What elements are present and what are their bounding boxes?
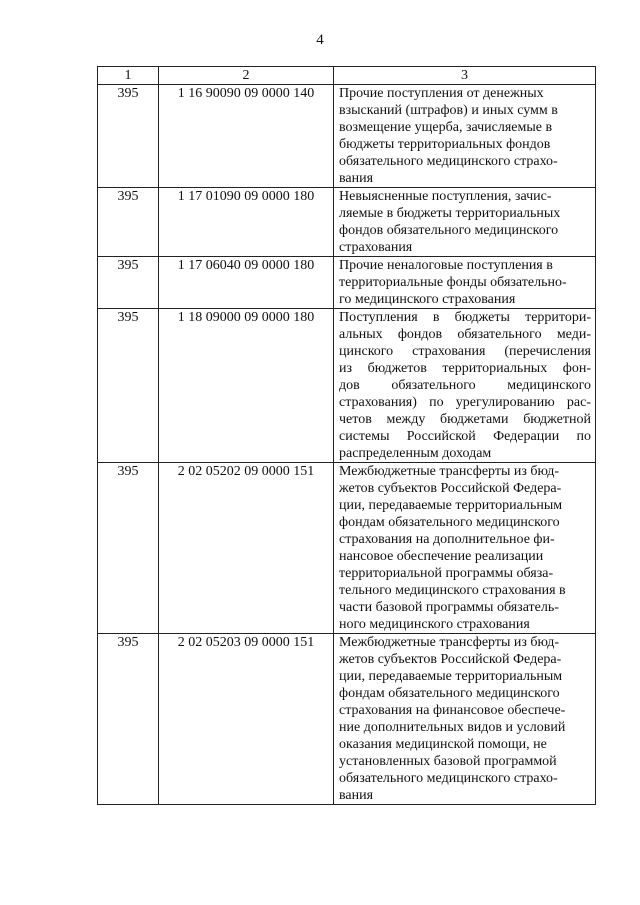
description-line: оказания медицинской помощи, не	[339, 737, 547, 752]
description-line: вания	[339, 171, 374, 186]
description-line: Невыясненные поступления, зачис-	[339, 189, 552, 204]
budget-code-cell: 2 02 05203 09 0000 151	[159, 634, 334, 805]
description-line: распределенным доходам	[339, 446, 492, 461]
admin-code-cell: 395	[98, 85, 159, 188]
budget-classification-table	[97, 66, 596, 805]
admin-code-cell: 395	[98, 309, 159, 463]
description-line: территориальные фонды обязательно-	[339, 275, 567, 290]
table-row	[98, 309, 596, 463]
budget-code-cell: 1 18 09000 09 0000 180	[159, 309, 334, 463]
description-line: цинского страхования (перечисления	[339, 344, 591, 359]
column-header-1: 1	[98, 67, 159, 85]
admin-code-cell: 395	[98, 634, 159, 805]
budget-code-cell: 1 17 06040 09 0000 180	[159, 257, 334, 309]
description-line: ляемые в бюджеты территориальных	[339, 206, 561, 221]
column-header-2: 2	[159, 67, 334, 85]
page-number: 4	[316, 32, 324, 48]
description-line: Прочие неналоговые поступления в	[339, 258, 553, 273]
admin-code-cell: 395	[98, 188, 159, 257]
description-line: го медицинского страхования	[339, 292, 516, 307]
budget-code-cell: 2 02 05202 09 0000 151	[159, 463, 334, 634]
description-line: из бюджетов территориальных фон-	[339, 361, 591, 376]
description-line: обязательного медицинского страхо-	[339, 154, 558, 169]
description-line: Межбюджетные трансферты из бюд-	[339, 464, 560, 479]
description-line: системы Российской Федерации по	[339, 429, 591, 444]
description-line: фондам обязательного медицинского	[339, 686, 560, 701]
description-line: вания	[339, 788, 374, 803]
table-row	[98, 257, 596, 309]
description-line: четов между бюджетами бюджетной	[339, 412, 591, 427]
table-header-row	[98, 67, 596, 85]
table-row	[98, 634, 596, 805]
description-cell	[334, 309, 596, 463]
description-line: тельного медицинского страхования в	[339, 583, 566, 598]
description-cell	[334, 634, 596, 805]
description-line: Межбюджетные трансферты из бюд-	[339, 635, 560, 650]
description-line: Прочие поступления от денежных	[339, 86, 544, 101]
table-row	[98, 463, 596, 634]
description-line: фондам обязательного медицинского	[339, 515, 560, 530]
table-row	[98, 85, 596, 188]
column-header-3: 3	[334, 67, 596, 85]
description-cell	[334, 188, 596, 257]
budget-code-cell: 1 17 01090 09 0000 180	[159, 188, 334, 257]
description-line: жетов субъектов Российской Федера-	[339, 481, 562, 496]
table-row	[98, 188, 596, 257]
description-cell	[334, 85, 596, 188]
description-line: ции, передаваемые территориальным	[339, 669, 563, 684]
description-line: части базовой программы обязатель-	[339, 600, 559, 615]
description-line: ции, передаваемые территориальным	[339, 498, 563, 513]
admin-code-cell: 395	[98, 463, 159, 634]
description-line: территориальной программы обяза-	[339, 566, 554, 581]
description-line: нансовое обеспечение реализации	[339, 549, 544, 564]
description-line: взысканий (штрафов) и иных сумм в	[339, 103, 558, 118]
admin-code-cell: 395	[98, 257, 159, 309]
description-line: бюджеты территориальных фондов	[339, 137, 551, 152]
description-line: фондов обязательного медицинского	[339, 223, 559, 238]
description-line: установленных базовой программой	[339, 754, 557, 769]
description-cell	[334, 463, 596, 634]
description-line: страхования	[339, 240, 413, 255]
description-line: страхования на финансовое обеспече-	[339, 703, 566, 718]
description-line: обязательного медицинского страхо-	[339, 771, 558, 786]
description-line: альных фондов обязательного меди-	[339, 327, 591, 342]
description-line: ного медицинского страхования	[339, 617, 530, 632]
description-line: возмещение ущерба, зачисляемые в	[339, 120, 553, 135]
description-line: жетов субъектов Российской Федера-	[339, 652, 562, 667]
description-line: Поступления в бюджеты территори-	[339, 310, 591, 325]
description-line: дов обязательного медицинского	[339, 378, 591, 393]
description-line: страхования) по урегулированию рас-	[339, 395, 591, 410]
description-line: страхования на дополнительное фи-	[339, 532, 555, 547]
description-cell	[334, 257, 596, 309]
description-line: ние дополнительных видов и условий	[339, 720, 566, 735]
budget-code-cell: 1 16 90090 09 0000 140	[159, 85, 334, 188]
